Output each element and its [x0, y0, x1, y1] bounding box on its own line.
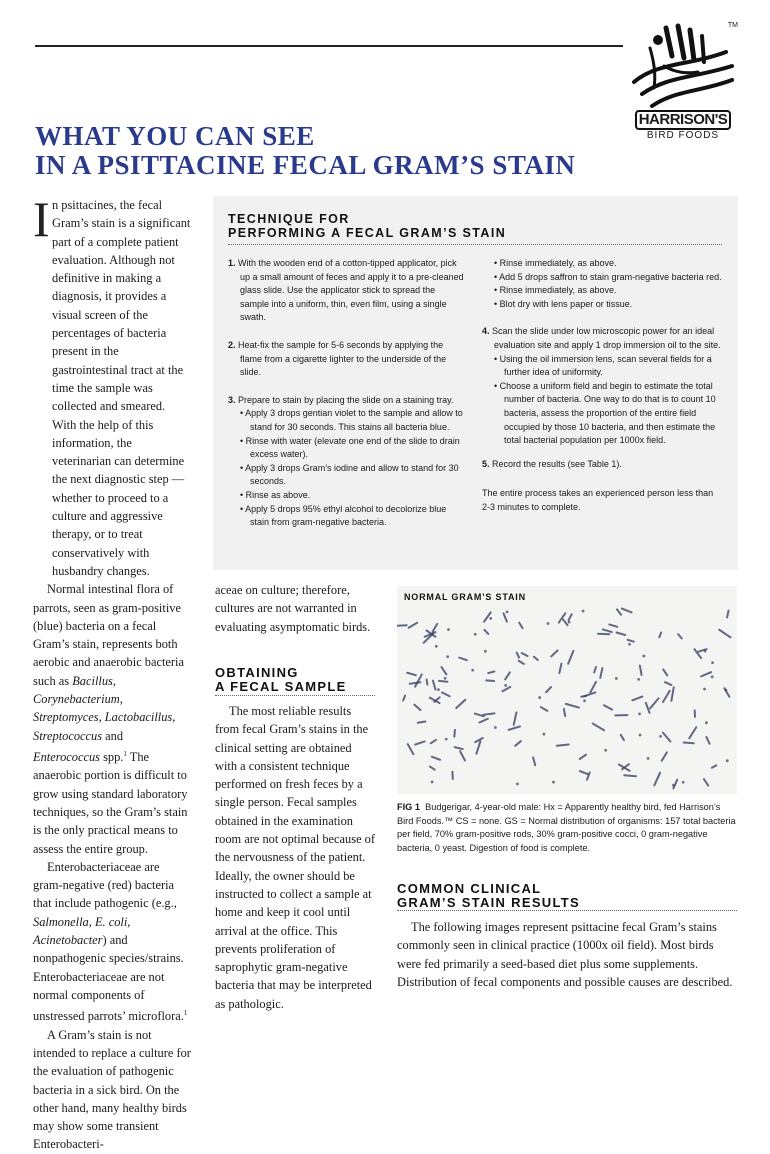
text-span: spp.: [100, 750, 123, 764]
bacterium-rod: [563, 620, 567, 626]
text: 3.: [228, 395, 236, 405]
bacterium-rod: [407, 673, 416, 675]
technique-bullet: • Add 5 drops saffron to stain gram-negative bacteria red.: [482, 271, 722, 285]
bacterium-coccus: [444, 677, 447, 680]
text: 4.: [482, 326, 490, 336]
technique-title-line-2: PERFORMING A FECAL GRAM’S STAIN: [228, 226, 506, 240]
bacterium-rod: [640, 666, 642, 675]
obtaining-sample-body: The most reliable results from fecal Gram’s stains in the clinical setting are obtained with a consistent technique performed on fresh feces by a single person. Fecal samples obtained in the examination room are not optimal because of the nervousness of the patient. Ideally, the owner should be instructed to collect a sample at home and keep it cool until arrival at the office. This prevents proliferation of saprophytic gram-negative bacteria that may be interpreted as pathologic.: [215, 702, 375, 1013]
bacterium-coccus: [516, 783, 519, 786]
bacterium-coccus: [489, 617, 492, 620]
text-span: Normal intestinal flora of parrots, seen as gram-positive (blue) bacteria on a fecal Gram’s stain, represents both aerobic and anaerobic bacteria such as: [33, 582, 184, 687]
continued-text: aceae on culture; therefore, cultures are not warranted in evaluating asymptomatic birds.: [215, 581, 375, 636]
common-results-body: The following images represent psittacine fecal Gram’s stains commonly seen in clinical practice (1000x oil field). Most birds were fed primarily a seed-based diet plus some supplements. Distribution of fecal components and possible causes are described.: [397, 918, 740, 991]
bacterium-rod: [689, 727, 696, 738]
bacterium-rod: [517, 653, 519, 658]
bacterium-rod: [663, 691, 670, 702]
bacterium-rod: [484, 630, 488, 634]
bacterium-rod: [706, 737, 709, 744]
bacterium-rod: [430, 767, 435, 770]
text-span: ) and nonpathogenic species/strains. Enterobacteriaceae are not normal components of unstressed parrots’ microflora.: [33, 933, 184, 1023]
bacterium-rod: [632, 697, 642, 701]
text-span: Record the results (see Table 1).: [492, 459, 622, 469]
obtaining-heading-line-1: OBTAINING: [215, 666, 347, 680]
technique-title: [228, 212, 506, 240]
technique-step-3-bullet: • Rinse with water (elevate one end of the slide to drain excess water).: [228, 435, 466, 462]
bacterium-rod: [514, 712, 517, 724]
bacterium-rod: [415, 741, 424, 744]
bacterium-coccus: [682, 781, 685, 784]
bacterium-rod: [628, 640, 634, 642]
bacterium-rod: [504, 613, 507, 621]
bacterium-rod: [727, 611, 728, 618]
bacterium-coccus: [474, 633, 477, 636]
bacterium-rod: [650, 698, 658, 708]
figure-number: FIG 1: [397, 802, 420, 812]
bacterium-rod: [515, 741, 521, 746]
bacterium-rod: [403, 696, 405, 701]
bacterium-rod: [600, 668, 602, 678]
bacterium-rod: [712, 765, 716, 767]
common-heading-line-1: COMMON CLINICAL: [397, 882, 580, 896]
bacterium-coccus: [568, 621, 571, 624]
bacterium-coccus: [639, 734, 642, 737]
bacterium-coccus: [705, 721, 708, 724]
bacterium-rod: [414, 705, 420, 710]
bacterium-rod: [590, 682, 596, 693]
bacterium-coccus: [711, 661, 714, 664]
technique-step-4-bullet: • Choose a uniform field and begin to estimate the total number of bacteria. One way to do that is to count 10 bacteria, assess the proportion of the entire field occupied by those 10 bacteria, and then estimate the total bacterial population per 1000x field.: [482, 380, 722, 448]
bacterium-coccus: [437, 688, 440, 691]
trademark-mark: TM: [728, 22, 738, 29]
bacterium-rod: [617, 632, 626, 635]
bacteria-field-image: [397, 586, 737, 794]
bacterium-rod: [502, 687, 510, 691]
bacterium-rod: [580, 771, 588, 774]
bacterium-rod: [684, 743, 694, 744]
bacterium-rod: [719, 630, 730, 638]
bacterium-rod: [617, 609, 621, 614]
technique-step-1: [228, 257, 466, 325]
text-span: Scan the slide under low microscopic power for an ideal evaluation site and apply 1 drop immersion oil to the site.: [492, 326, 721, 350]
text-span: Rinse immediately, as above.: [500, 258, 617, 268]
pathogen-list-italic: Salmonella, E. coli, Acinetobacter: [33, 915, 130, 947]
bacterium-coccus: [538, 696, 541, 699]
bacterium-rod: [488, 671, 494, 673]
bacterium-rod: [663, 733, 671, 742]
bird-feather-logo-icon: [628, 22, 738, 114]
bacterium-coccus: [435, 645, 438, 648]
bacterium-rod: [663, 669, 667, 675]
obtaining-heading-line-2: A FECAL SAMPLE: [215, 680, 347, 694]
technique-divider: [228, 244, 722, 245]
bacterium-rod: [665, 682, 671, 685]
reference-superscript: 1: [184, 1009, 188, 1017]
bacterium-rod: [475, 738, 483, 742]
bacterium-rod: [475, 714, 484, 717]
bacterium-rod: [557, 745, 569, 746]
figure-caption: [397, 801, 738, 855]
bacterium-coccus: [445, 738, 448, 741]
bacterium-rod: [621, 735, 624, 740]
text: 2.: [228, 340, 236, 350]
text-span: Rinse as above.: [246, 490, 311, 500]
technique-bullet: • Rinse immediately, as above.: [482, 257, 722, 271]
bacterium-coccus: [628, 643, 631, 646]
harrisons-logo: [628, 22, 738, 150]
bacterium-rod: [546, 687, 551, 692]
bacterium-rod: [704, 779, 708, 786]
bacterium-coccus: [447, 628, 450, 631]
technique-step-2: [228, 339, 466, 380]
bacterium-rod: [568, 651, 573, 664]
technique-step-4: [482, 325, 722, 352]
intro-paragraph-4: A Gram’s stain is not intended to replace a culture for the evaluation of pathogenic bacteria in a sick bird. On the other hand, many healthy birds may show some transient Enterobacteri-: [33, 1026, 191, 1154]
bacterium-rod: [409, 623, 417, 628]
bacterium-rod: [459, 658, 467, 661]
bacterium-rod: [479, 719, 487, 723]
bacterium-rod: [432, 757, 440, 760]
text-span: Heat-fix the sample for 5-6 seconds by applying the flame from a cigarette lighter to the underside of the slide.: [238, 340, 446, 377]
bacterium-coccus: [552, 781, 555, 784]
technique-right-column: [482, 257, 722, 515]
text-span: Apply 3 drops gentian violet to the sample and allow to stand for 30 seconds. This stains all bacteria blue.: [245, 408, 463, 432]
logo-brand-name: HARRISON'S: [635, 110, 732, 130]
bacterium-rod: [559, 664, 561, 673]
bacterium-rod: [509, 726, 520, 729]
bacterium-coccus: [703, 688, 706, 691]
technique-bullet: • Blot dry with lens paper or tissue.: [482, 298, 722, 312]
bacterium-rod: [410, 682, 421, 684]
bacterium-rod: [476, 741, 480, 754]
bacterium-coccus: [504, 684, 507, 687]
text-span: Rinse immediately, as above.: [500, 285, 617, 295]
bacterium-rod: [551, 650, 557, 656]
bacterium-rod: [522, 653, 528, 656]
bacterium-coccus: [711, 675, 714, 678]
top-rule: [35, 45, 623, 47]
text-span: Blot dry with lens paper or tissue.: [500, 299, 633, 309]
bacterium-coccus: [471, 669, 474, 672]
species-enterococcus-italic: Enterococcus: [33, 750, 100, 764]
bacterium-rod: [654, 773, 660, 786]
bacterium-rod: [593, 724, 604, 731]
bacterium-rod: [505, 672, 510, 679]
bacterium-coccus: [647, 757, 650, 760]
technique-title-line-1: TECHNIQUE FOR: [228, 212, 506, 226]
species-list-italic: Bacillus, Corynebacterium, Streptomyces, Lactobacillus, Streptococcus: [33, 674, 175, 743]
intro-paragraph-1-text: n psittacines, the fecal Gram’s stain is a significant part of a complete patient evaluation. Although not definitive in making a diagnosis, it provides a visual screen of the percentages of bacteria present in the gastrointestinal tract at the time the sample was collected and smeared. With the help of this information, the veterinarian can determine the next diagnostic step — whether to proceed to a culture and aggressive therapy, or to treat conservatively with husbandry changes.: [52, 198, 190, 578]
bacterium-coccus: [494, 726, 497, 729]
technique-step-3: [228, 394, 466, 408]
bacterium-rod: [483, 713, 494, 714]
bacterium-rod: [442, 692, 450, 696]
bacterium-rod: [701, 672, 711, 676]
text-span: and: [102, 729, 123, 743]
text: 5.: [482, 459, 490, 469]
text-span: Budgerigar, 4-year-old male: Hx = Apparently healthy bird, fed Harrison’s Bird Foods.™ CS = none. GS = Normal distribution of organisms: 157 total bacteria per field, 70% gram-positive rods, 30% gram-positive cocci, 0 gram-negative bacteria, 0 yeast. Digestion of food is complete.: [397, 802, 736, 853]
intro-column: [33, 196, 191, 1154]
gram-stain-micrograph: [397, 586, 737, 794]
bacterium-rod: [519, 661, 524, 664]
bacterium-rod: [659, 633, 661, 638]
text-span: Using the oil immersion lens, scan several fields for a further idea of uniformity.: [500, 354, 712, 378]
bacterium-rod: [418, 721, 426, 722]
bacterium-coccus: [659, 735, 662, 738]
bacterium-rod: [427, 680, 428, 685]
text-span: Rinse with water (elevate one end of the slide to drain excess water).: [246, 436, 460, 460]
bacterium-coccus: [506, 610, 509, 613]
bacterium-rod: [580, 755, 586, 759]
figure-label: NORMAL GRAM’S STAIN: [404, 592, 526, 602]
text-span: Choose a uniform field and begin to estimate the total number of bacteria. One way to do that is to count 10 bacteria, assess the proportion of the entire field occupied by those 10 bacteria, and then estimate the total bacterial population per 1000x field.: [500, 381, 716, 445]
bacterium-coccus: [547, 622, 550, 625]
bacterium-coccus: [604, 749, 607, 752]
text-span: With the wooden end of a cotton-tipped applicator, pick up a small amount of feces and apply it to a pre-cleaned glass slide. Use the applicator stick to spread the sample into a uniform, thin, even film, using a single swath.: [238, 258, 464, 322]
bacterium-rod: [541, 707, 547, 711]
text-span: Apply 5 drops 95% ethyl alcohol to decolorize blue stain from gram-negative bacteria.: [245, 504, 446, 528]
bacterium-rod: [603, 629, 612, 632]
bacterium-coccus: [446, 655, 449, 658]
drop-cap: I: [33, 194, 50, 244]
technique-left-column: [228, 257, 466, 530]
bacterium-rod: [415, 674, 422, 686]
bacterium-coccus: [615, 677, 618, 680]
bacterium-rod: [534, 657, 538, 660]
bacterium-rod: [486, 680, 494, 681]
bacterium-coccus: [582, 610, 585, 613]
bacterium-coccus: [726, 759, 729, 762]
intro-paragraph-1: [33, 196, 191, 580]
bacterium-rod: [566, 704, 579, 708]
bacterium-rod: [519, 623, 522, 628]
bacterium-rod: [624, 775, 636, 776]
text-span: Prepare to stain by placing the slide on a staining tray.: [238, 395, 453, 405]
reference-superscript: 1: [123, 750, 127, 758]
bacterium-rod: [456, 700, 465, 708]
bacterium-rod: [533, 757, 535, 765]
page-title-line-1: WHAT YOU CAN SEE: [35, 122, 635, 151]
bacterium-rod: [646, 703, 650, 713]
logo-brand-subtitle: BIRD FOODS: [630, 130, 736, 141]
bacterium-rod: [460, 751, 465, 760]
technique-step-3-bullet: • Apply 3 drops Gram’s iodine and allow to stand for 30 seconds.: [228, 462, 466, 489]
technique-step-3-bullet: • Rinse as above.: [228, 489, 466, 503]
obtaining-sample-heading: [215, 666, 347, 694]
bacterium-coccus: [583, 699, 586, 702]
bacterium-coccus: [642, 655, 645, 658]
bacterium-rod: [431, 740, 436, 743]
bacterium-rod: [594, 667, 596, 672]
bacterium-rod: [604, 705, 612, 709]
bacterium-rod: [671, 687, 673, 701]
bacterium-coccus: [431, 780, 434, 783]
bacterium-coccus: [725, 689, 728, 692]
common-results-heading: [397, 882, 580, 910]
text-span: Add 5 drops saffron to stain gram-negative bacteria red.: [499, 272, 721, 282]
bacterium-rod: [564, 709, 565, 716]
bacterium-coccus: [638, 712, 641, 715]
bacterium-rod: [678, 634, 681, 638]
text-span: Enterobacteriaceae are gram-negative (red) bacteria that include pathogenic (e.g.,: [33, 860, 177, 911]
bacterium-coccus: [543, 733, 546, 736]
bacterium-rod: [408, 744, 414, 754]
bacterium-coccus: [484, 650, 487, 653]
bacterium-rod: [455, 747, 463, 749]
technique-step-4-bullet: • Using the oil immersion lens, scan several fields for a further idea of uniformity.: [482, 353, 722, 380]
intro-paragraph-3: [33, 858, 191, 1026]
technique-step-3-bullet: • Apply 3 drops gentian violet to the sample and allow to stand for 30 seconds. This stains all bacteria blue.: [228, 407, 466, 434]
text-span: Apply 3 drops Gram’s iodine and allow to stand for 30 seconds.: [245, 463, 458, 487]
bacterium-rod: [484, 612, 491, 621]
intro-paragraph-2: [33, 580, 191, 858]
page-title: [35, 122, 635, 180]
bacterium-rod: [442, 667, 447, 674]
bacterium-rod: [397, 625, 407, 626]
text: 1.: [228, 258, 236, 268]
bacterium-coccus: [637, 678, 640, 681]
bacterium-rod: [622, 609, 632, 613]
page-title-line-2: IN A PSITTACINE FECAL GRAM’S STAIN: [35, 151, 635, 180]
text-span: The anaerobic portion is difficult to grow using standard laboratory techniques, so the Gram’s stain is the only practical means to assess the entire group.: [33, 750, 188, 855]
bacterium-rod: [569, 614, 572, 620]
technique-step-3-bullet: • Apply 5 drops 95% ethyl alcohol to decolorize blue stain from gram-negative bacteria.: [228, 503, 466, 530]
bacterium-rod: [433, 681, 435, 690]
common-divider: [397, 910, 737, 911]
common-heading-line-2: GRAM’S STAIN RESULTS: [397, 896, 580, 910]
bacterium-rod: [433, 624, 438, 632]
obtaining-divider: [215, 695, 375, 696]
bacterium-rod: [454, 730, 455, 737]
bacterium-rod: [439, 681, 447, 682]
technique-step-5: [482, 458, 722, 472]
technique-bullet: • Rinse immediately, as above.: [482, 284, 722, 298]
bacterium-rod: [609, 624, 617, 626]
logo-wordmark: [630, 110, 736, 141]
bacterium-rod: [662, 752, 667, 760]
technique-closing-note: The entire process takes an experienced person less than 2-3 minutes to complete.: [482, 487, 722, 514]
